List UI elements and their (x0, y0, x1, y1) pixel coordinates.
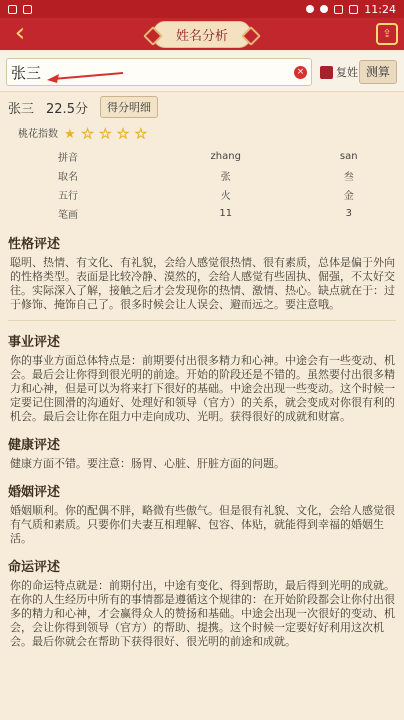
main-content (0, 92, 404, 720)
section-title: 婚姻评述 (8, 485, 61, 500)
battery-icon (349, 5, 358, 14)
status-time: 11:24 (364, 2, 396, 16)
section-career (8, 331, 396, 424)
section-title: 健康评述 (8, 438, 61, 453)
section-personality (8, 233, 396, 321)
section-fate (8, 556, 396, 649)
star-empty-icon: ★ (99, 126, 112, 142)
section-text: 健康方面不错。要注意：肠胃、心脏、肝脏方面的问题。 (10, 457, 285, 470)
peach-index (18, 123, 396, 141)
checkbox-icon[interactable] (320, 66, 333, 79)
score-detail-button[interactable]: 得分明细 (100, 96, 158, 118)
pointer-arrow-icon (45, 71, 125, 83)
location-icon (306, 5, 314, 13)
score-value: 22.5分 (46, 101, 88, 117)
star-empty-icon: ★ (81, 126, 94, 142)
clear-input-icon[interactable]: × (294, 66, 307, 79)
app-notification-icon-2 (23, 5, 32, 14)
section-title: 事业评述 (8, 335, 61, 350)
section-text: 你的命运特点就是：前期付出，中途有变化、得到帮助，最后得到光明的成就。在你的人生经历中所有的事情都是遵循这个规律的：在开始阶段都会让你付出很多的精力和心神，才会赢得众人的赞扬和基础。中途会出现一次很好的变动、机会，会让你得到领导（官方）的帮助、提携。这个时候一定要好好利用这次机会。最后你就会在帮助下获得很好、很光明的前途和成就。 (10, 579, 395, 648)
section-title: 命运评述 (8, 560, 61, 575)
divider (8, 320, 396, 321)
section-text: 你的事业方面总体特点是：前期要付出很多精力和心神。中途会有一些变动、机会。最后会让你得到很光明的前途。开始的阶段还是不错的。虽然要付出很多精力和心神，但是可以为将来打下很好的基础。中途会出现一些变动。这个时候一定要记住圆滑的沟通好、处理好和领导（官方）的关系，就会变成对你很有利的机会。最后会让你在阻力中走向成功、光明。获得很好的成就和财富。 (10, 354, 395, 423)
app-notification-icon (8, 5, 17, 14)
table-row: 取名 张 叁 (58, 172, 354, 183)
search-box (6, 58, 312, 86)
checkbox-label: 复姓 (336, 66, 358, 79)
table-row: 拼音 zhang san (58, 151, 358, 164)
page-title: 姓名分析 (153, 21, 251, 48)
back-arrow-icon[interactable]: ‹ (14, 18, 26, 48)
peach-stars (64, 123, 148, 142)
section-marriage (8, 481, 396, 546)
table-row: 笔画 11 3 (58, 208, 352, 221)
search-row (0, 52, 404, 92)
wifi-icon (320, 5, 328, 13)
section-health (8, 434, 396, 471)
table-row: 五行 火 金 (58, 191, 354, 202)
compound-surname-toggle[interactable] (320, 64, 358, 80)
app-bar (0, 18, 404, 50)
star-empty-icon: ★ (135, 126, 147, 142)
score-name: 张三 (8, 101, 35, 117)
peach-label: 桃花指数 (18, 128, 58, 140)
section-text: 婚姻顺利。你的配偶不胖，略微有些傲气。但是很有礼貌、文化，会给人感觉很有气质和素质。只要你们夫妻互相理解、包容、体贴，就能得到幸福的婚姻生活。 (10, 504, 395, 545)
status-bar (0, 0, 404, 18)
name-info-table (8, 147, 394, 223)
section-title: 性格评述 (8, 237, 61, 252)
score-line (8, 95, 396, 119)
measure-button[interactable]: 测算 (359, 60, 397, 84)
star-icon: ★ (64, 126, 76, 142)
signal-icon (334, 5, 343, 14)
section-text: 聪明、热情、有文化、有礼貌，会给人感觉很热情、很有素质，总体是偏于外向的性格类型。表面是比较冷静、漠然的，会给人感觉有些固执、倔强，不太好交往。实际深入了解，接触之后才会发现你的热情、激情、热心。缺点就在于：过于修饰、掩饰自己了。很多时候会让人误会、避而远之。要注意哦。 (10, 256, 395, 311)
share-icon[interactable]: ⇪ (376, 23, 398, 45)
star-empty-icon: ★ (117, 126, 129, 142)
